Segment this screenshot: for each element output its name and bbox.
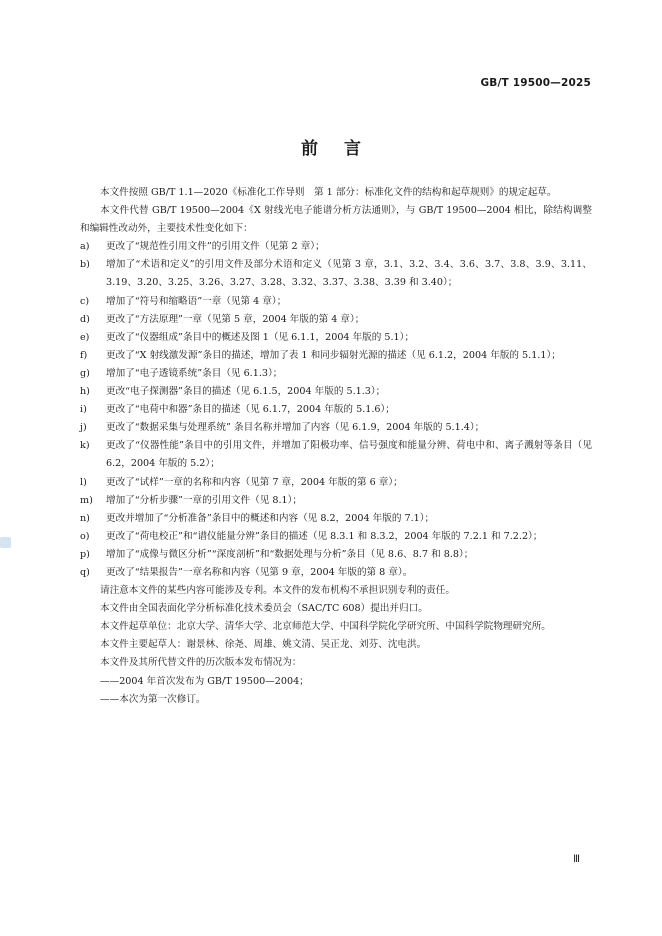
list-item-label: l) xyxy=(80,476,87,488)
list-item-text: 增加了“电子透镜系统”条目（见 6.1.3）； xyxy=(106,367,283,379)
list-item xyxy=(80,419,592,437)
list-item-label: i) xyxy=(80,404,87,416)
list-item xyxy=(80,256,592,292)
list-item xyxy=(80,347,592,365)
list-item-label: a) xyxy=(80,241,90,253)
margin-mark xyxy=(0,537,11,548)
body-paragraph: 本文件由全国表面化学分析标准化技术委员会（SAC/TC 608）提出并归口。 xyxy=(100,603,428,615)
list-item-label: e) xyxy=(80,331,90,343)
list-item-label: g) xyxy=(80,367,90,379)
list-item-label: k) xyxy=(80,440,90,452)
list-item-label: m) xyxy=(80,494,93,506)
list-item-text: 增加了“符号和缩略语”一章（见第 4 章）； xyxy=(106,295,287,307)
list-item xyxy=(80,510,592,528)
list-item-text: 更改了“数据采集与处理系统” 条目名称并增加了内容（见 6.1.9，2004 年版的 5.1.4）； xyxy=(106,422,485,434)
list-item-text: 更改了“规范性引用文件”的引用文件（见第 2 章）； xyxy=(106,241,325,253)
list-item-text: 更改“电子探测器”条目的描述（见 6.1.5，2004 年版的 5.1.3）； xyxy=(106,386,386,398)
list-item-label: h) xyxy=(80,386,90,398)
list-item xyxy=(80,546,592,564)
standard-code: GB/T 19500—2025 xyxy=(480,77,591,89)
list-item xyxy=(80,238,592,256)
list-item-text: 更改了“荷电校正”和“谱仪能量分辨”条目的描述（见 8.3.1 和 8.3.2，2004 年版的 7.2.1 和 7.2.2）； xyxy=(106,530,543,542)
list-item-text: 增加了“术语和定义”的引用文件及部分术语和定义（见第 3 章，3.1、3.2、3.4、3.6、3.7、3.8、3.9、3.11、3.19、3.20、3.25、3.26、3.27、3.28、3.32、3.37、3.38、3.39 和 3.40）； xyxy=(106,259,592,289)
list-item-text: 更改了“结果报告”一章名称和内容（见第 9 章，2004 年版的第 8 章）。 xyxy=(106,566,413,578)
list-item-label: j) xyxy=(80,422,87,434)
list-item-text: 增加了“分析步骤”一章的引用文件（见 8.1）； xyxy=(106,494,303,506)
list-item-label: f) xyxy=(80,349,88,361)
list-item-text: 更改了“仪器性能”条目中的引用文件，并增加了阳极功率、信号强度和能量分辨、荷电中和、离子溅射等条目（见 6.2，2004 年版的 5.2）； xyxy=(106,440,592,470)
history-line: ——本次为第一次修订。 xyxy=(100,693,206,705)
history-line: ——2004 年首次发布为 GB/T 19500—2004； xyxy=(100,675,309,687)
list-item xyxy=(80,564,592,582)
list-item xyxy=(80,383,592,401)
list-item-label: n) xyxy=(80,512,90,524)
list-item-text: 更改了“方法原理”一章（见第 5 章，2004 年版的第 4 章）； xyxy=(106,313,365,325)
list-item-label: q) xyxy=(80,566,90,578)
list-item xyxy=(80,311,592,329)
intro-paragraph: 本文件代替 GB/T 19500—2004《X 射线光电子能谱分析方法通则》，与 GB/T 19500—2004 相比，除结构调整和编辑性改动外，主要技术性变化如下： xyxy=(80,205,592,235)
list-item-text: 更改了“电荷中和器”条目的描述（见 6.1.7，2004 年版的 5.1.6）； xyxy=(106,404,395,416)
document-body xyxy=(80,184,592,709)
list-item-text: 增加了“成像与微区分析”“深度剖析”和“数据处理与分析”条目（见 8.6、8.7 和 8.8）； xyxy=(106,548,474,560)
intro-paragraph: 本文件按照 GB/T 1.1—2020《标准化工作导则 第 1 部分：标准化文件的结构和起草规则》的规定起草。 xyxy=(100,187,557,198)
list-item xyxy=(80,437,592,473)
list-item-text: 更改并增加了“分析准备”条目中的概述和内容（见 8.2，2004 年版的 7.1）； xyxy=(106,512,435,524)
changes-list xyxy=(80,238,592,582)
list-item-label: c) xyxy=(80,295,90,307)
list-item xyxy=(80,492,592,510)
list-item-label: d) xyxy=(80,313,90,325)
list-item xyxy=(80,329,592,347)
list-item xyxy=(80,474,592,492)
list-item-label: o) xyxy=(80,530,90,542)
list-item-label: b) xyxy=(80,259,90,271)
list-item xyxy=(80,528,592,546)
list-item xyxy=(80,293,592,311)
body-paragraph: 本文件主要起草人：谢景林、徐尧、周雄、姚文清、吴正龙、刘芬、沈电洪。 xyxy=(100,639,427,651)
page-number: Ⅲ xyxy=(573,854,580,865)
body-paragraph: 本文件及其所代替文件的历次版本发布情况为： xyxy=(100,657,302,669)
list-item xyxy=(80,401,592,419)
list-item-label: p) xyxy=(80,548,90,560)
body-paragraph: 请注意本文件的某些内容可能涉及专利。本文件的发布机构不承担识别专利的责任。 xyxy=(100,585,455,597)
list-item-text: 更改了“试样”一章的名称和内容（见第 7 章，2004 年版的第 6 章）； xyxy=(106,476,403,488)
list-item-text: 更改了“仪器组成”条目中的概述及图 1（见 6.1.1，2004 年版的 5.1）； xyxy=(106,331,415,343)
list-item-text: 更改了“X 射线激发源”条目的描述，增加了表 1 和同步辐射光源的描述（见 6.1.2，2004 年版的 5.1.1）； xyxy=(106,349,561,361)
body-paragraph: 本文件起草单位：北京大学、清华大学、北京师范大学、中国科学院化学研究所、中国科学院物理研究所。 xyxy=(100,621,551,633)
page-title: 前言 xyxy=(301,139,387,159)
list-item xyxy=(80,365,592,383)
